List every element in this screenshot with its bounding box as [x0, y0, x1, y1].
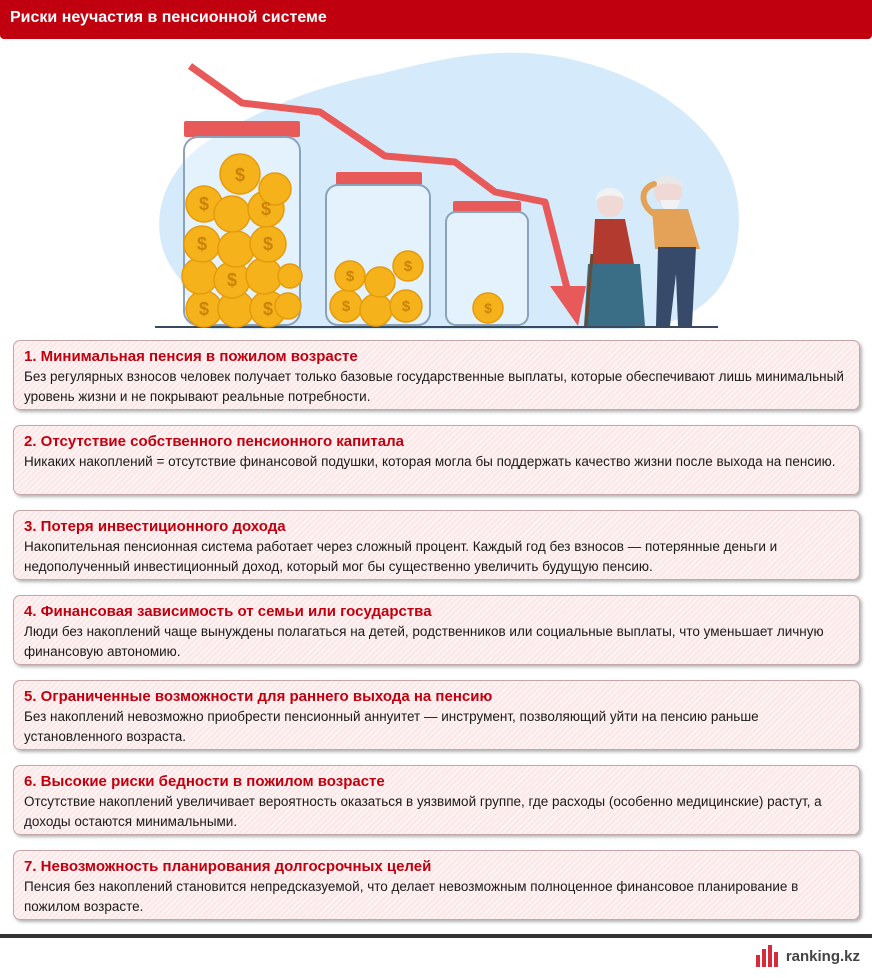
svg-text:$: $	[260, 199, 272, 219]
brand-logo	[756, 942, 860, 970]
jar-small-icon	[446, 201, 528, 325]
risk-card-text: Накопительная пенсионная система работает через сложный процент. Каждый год без взносов — потерянные деньги и недополученный инвестиционный доход, который мог бы существенно увеличить будущую пенсию.	[24, 539, 778, 574]
risk-card-3	[13, 510, 860, 580]
risk-card-text: Никаких накоплений = отсутствие финансовой подушки, которая могла бы поддержать качество жизни после выхода на пенсию.	[24, 454, 836, 469]
risk-card-4	[13, 595, 860, 665]
jar-medium-icon	[326, 172, 430, 326]
risk-card-5	[13, 680, 860, 750]
risk-card-1	[13, 340, 860, 410]
svg-text:$: $	[484, 300, 492, 316]
svg-text:$: $	[341, 298, 351, 315]
svg-text:$: $	[196, 234, 208, 254]
svg-text:$: $	[198, 194, 210, 214]
risk-card-title: 4. Финансовая зависимость от семьи или государства	[24, 603, 432, 620]
risk-card-title: 2. Отсутствие собственного пенсионного капитала	[24, 433, 404, 450]
svg-text:$: $	[198, 299, 210, 319]
header-bar	[0, 0, 872, 39]
risk-card-6	[13, 765, 860, 835]
risk-card-text: Люди без накоплений чаще вынуждены полагаться на детей, родственников или социальные выплаты, что уменьшает личную финансовую автономию.	[24, 624, 824, 659]
risk-list	[13, 340, 860, 935]
risk-card-2	[13, 425, 860, 495]
risk-card-text: Отсутствие накоплений увеличивает вероятность оказаться в уязвимой группе, где расходы (особенно медицинские) растут, а доходы остаются минимальными.	[24, 794, 822, 829]
svg-text:$: $	[234, 165, 246, 185]
svg-text:$: $	[345, 268, 355, 285]
risk-card-text: Пенсия без накоплений становится непредсказуемой, что делает невозможным полноценное финансовое планирование в пожилом возрасте.	[24, 879, 799, 914]
risk-card-7	[13, 850, 860, 920]
bar-chart-logo-icon	[756, 945, 780, 967]
svg-text:$: $	[226, 270, 238, 290]
page-title: Риски неучастия в пенсионной системе	[10, 9, 327, 26]
risk-card-title: 5. Ограниченные возможности для раннего выхода на пенсию	[24, 688, 493, 705]
svg-text:$: $	[401, 298, 411, 315]
risk-card-title: 3. Потеря инвестиционного дохода	[24, 518, 286, 535]
risk-card-title: 6. Высокие риски бедности в пожилом возрасте	[24, 773, 385, 790]
svg-text:$: $	[262, 299, 274, 319]
footer-divider	[0, 934, 872, 938]
jar-large-icon	[182, 121, 302, 327]
svg-text:$: $	[262, 234, 274, 254]
risk-card-title: 7. Невозможность планирования долгосрочных целей	[24, 858, 432, 875]
pension-illustration	[140, 44, 740, 336]
risk-card-text: Без регулярных взносов человек получает только базовые государственные выплаты, которые обеспечивают лишь минимальный уровень жизни и не покрывают реальные потребности.	[24, 369, 844, 404]
risk-card-title: 1. Минимальная пенсия в пожилом возрасте	[24, 348, 358, 365]
brand-name: ranking.kz	[785, 947, 860, 965]
svg-text:$: $	[403, 258, 413, 275]
risk-card-text: Без накоплений невозможно приобрести пенсионный аннуитет — инструмент, позволяющий уйти на пенсию раньше установленного возраста.	[24, 709, 759, 744]
